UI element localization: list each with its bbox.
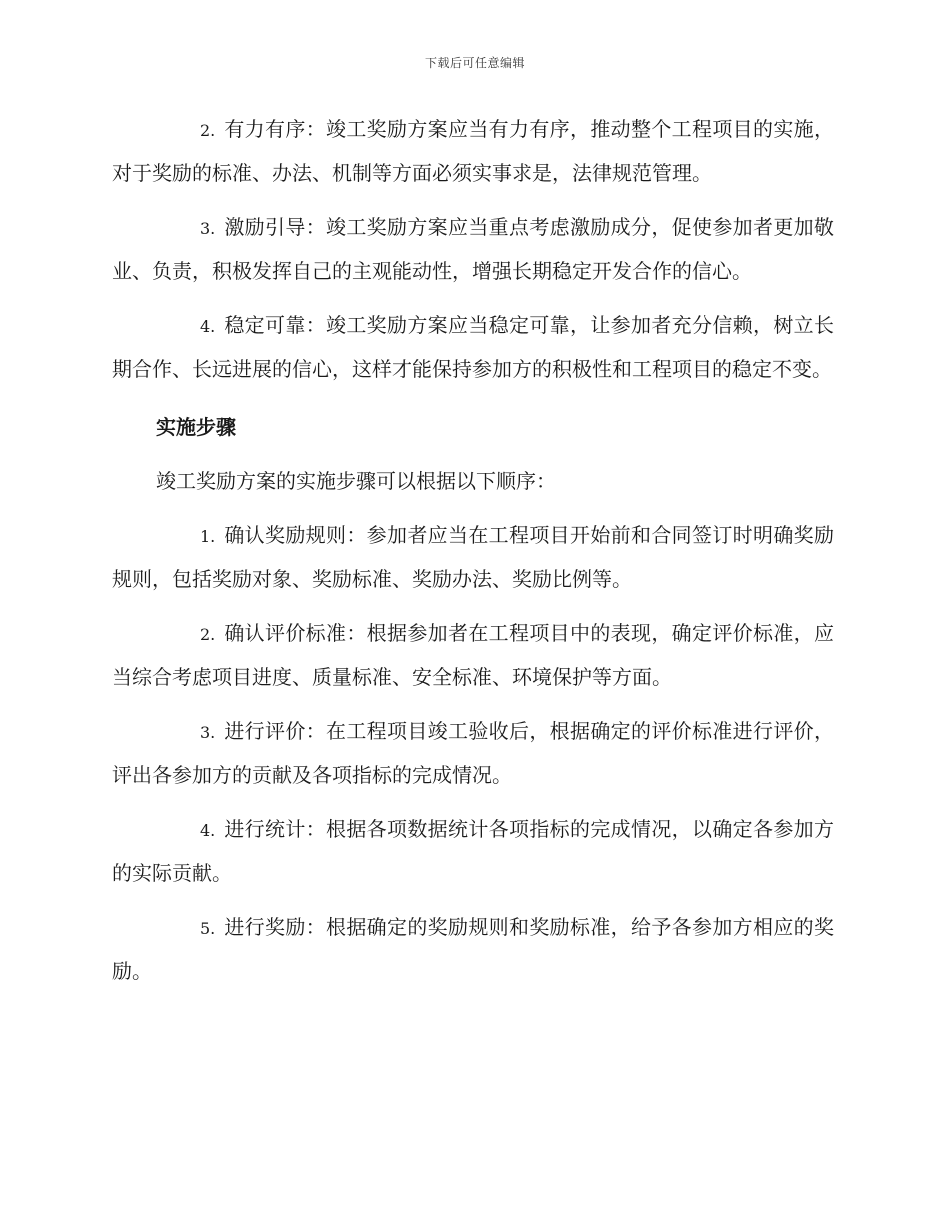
list-number: 2.	[200, 625, 216, 644]
step-item	[112, 514, 834, 600]
list-text: 进行评价：在工程项目竣工验收后，根据确定的评价标准进行评价，评出各参加方的贡献及各项指标的完成情况。	[112, 719, 834, 787]
list-text: 有力有序：竣工奖励方案应当有力有序，推动整个工程项目的实施，对于奖励的标准、办法、机制等方面必须实事求是，法律规范管理。	[112, 117, 834, 185]
list-text: 稳定可靠：竣工奖励方案应当稳定可靠，让参加者充分信赖，树立长期合作、长远进展的信心，这样才能保持参加方的积极性和工程项目的稳定不变。	[112, 313, 834, 381]
step-item	[112, 808, 834, 894]
list-number: 1.	[200, 527, 216, 546]
list-number: 4.	[200, 317, 216, 336]
list-number: 5.	[200, 919, 216, 938]
list-number: 3.	[200, 723, 216, 742]
step-item	[112, 710, 834, 796]
principle-item	[112, 108, 834, 194]
list-text: 进行统计：根据各项数据统计各项指标的完成情况，以确定各参加方的实际贡献。	[112, 817, 834, 885]
list-text: 激励引导：竣工奖励方案应当重点考虑激励成分，促使参加者更加敬业、负责，积极发挥自己的主观能动性，增强长期稳定开发合作的信心。	[112, 215, 834, 283]
principle-item	[112, 304, 834, 390]
principle-item	[112, 206, 834, 292]
step-item	[112, 612, 834, 698]
list-text: 进行奖励：根据确定的奖励规则和奖励标准，给予各参加方相应的奖励。	[112, 915, 834, 983]
list-text: 确认评价标准：根据参加者在工程项目中的表现，确定评价标准，应当综合考虑项目进度、质量标准、安全标准、环境保护等方面。	[112, 621, 834, 689]
page-header: 下载后可任意编辑	[424, 56, 525, 70]
list-number: 2.	[200, 121, 216, 140]
list-number: 4.	[200, 821, 216, 840]
section-heading: 实施步骤	[156, 415, 236, 439]
document-body	[112, 108, 834, 1004]
list-text: 确认奖励规则：参加者应当在工程项目开始前和合同签订时明确奖励规则，包括奖励对象、奖励标准、奖励办法、奖励比例等。	[112, 523, 834, 591]
step-item	[112, 906, 834, 992]
list-number: 3.	[200, 219, 216, 238]
section-intro: 竣工奖励方案的实施步骤可以根据以下顺序：	[156, 469, 556, 493]
